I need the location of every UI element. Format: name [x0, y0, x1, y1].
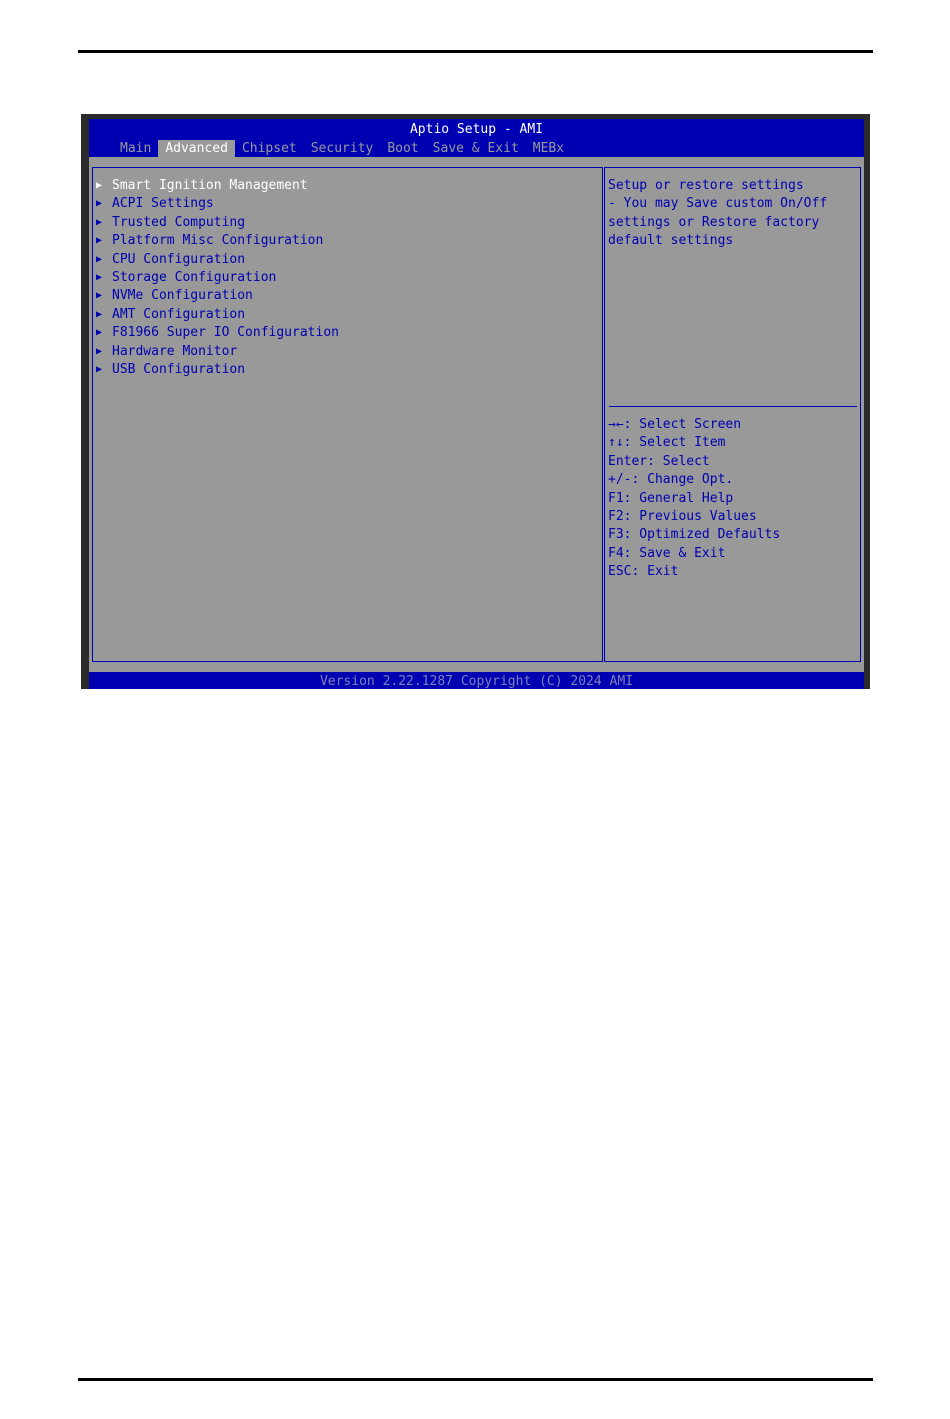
tab-mebx[interactable]: MEBx	[532, 141, 565, 156]
list-item-usb-configuration[interactable]	[96, 361, 339, 379]
list-item-acpi-settings[interactable]	[96, 195, 339, 213]
key-select-item: ↑↓: Select Item	[608, 435, 726, 451]
tab-main[interactable]: Main	[120, 141, 152, 156]
triangle-right-icon: ▶	[96, 271, 103, 283]
help-line: settings or Restore factory	[608, 214, 820, 230]
page-top-rule	[78, 50, 873, 53]
triangle-right-icon: ▶	[96, 327, 103, 339]
triangle-right-icon: ▶	[96, 198, 103, 210]
list-item-amt-configuration[interactable]	[96, 306, 339, 324]
triangle-right-icon: ▶	[96, 216, 103, 228]
triangle-right-icon: ▶	[96, 345, 103, 357]
bios-setup-screen	[89, 119, 864, 689]
list-item-label: Storage Configuration	[112, 269, 277, 285]
key-legend	[608, 416, 780, 582]
list-item-hardware-monitor[interactable]	[96, 343, 339, 361]
help-line: default settings	[608, 233, 734, 249]
list-item-label: ACPI Settings	[112, 196, 214, 212]
list-item-label: Hardware Monitor	[112, 343, 238, 359]
triangle-right-icon: ▶	[96, 253, 103, 265]
key-select-screen: →←: Select Screen	[608, 417, 742, 432]
help-divider	[609, 406, 857, 407]
key-enter: Enter: Select	[608, 453, 710, 469]
list-item-cpu-configuration[interactable]	[96, 251, 339, 269]
triangle-right-icon: ▶	[96, 363, 103, 375]
list-item-trusted-computing[interactable]	[96, 214, 339, 232]
list-item-label: F81966 Super IO Configuration	[112, 325, 339, 341]
triangle-right-icon: ▶	[96, 180, 103, 191]
triangle-right-icon: ▶	[96, 235, 103, 247]
list-item-label: Smart Ignition Management	[112, 178, 308, 193]
key-f3-defaults: F3: Optimized Defaults	[608, 527, 781, 543]
tab-advanced[interactable]: Advanced	[158, 140, 235, 157]
list-item-storage-configuration[interactable]	[96, 269, 339, 287]
menu-bar	[89, 140, 571, 157]
key-f4-save-exit: F4: Save & Exit	[608, 545, 726, 561]
list-item-label: Trusted Computing	[112, 214, 246, 230]
list-item-label: AMT Configuration	[112, 306, 246, 322]
bios-screenshot-frame	[81, 114, 870, 689]
list-item-label: USB Configuration	[112, 361, 246, 377]
list-item-label: CPU Configuration	[112, 251, 246, 267]
help-line: - You may Save custom On/Off	[608, 196, 828, 212]
bios-footer	[89, 672, 864, 689]
page-bottom-rule	[78, 1378, 873, 1381]
version-text: Version 2.22.1287 Copyright (C) 2024 AMI	[319, 674, 634, 689]
help-line: Setup or restore settings	[608, 178, 804, 193]
settings-list	[96, 177, 339, 379]
triangle-right-icon: ▶	[96, 308, 103, 320]
list-item-label: Platform Misc Configuration	[112, 233, 324, 249]
key-esc-exit: ESC: Exit	[608, 564, 679, 580]
list-item-super-io-configuration[interactable]	[96, 324, 339, 342]
list-item-platform-misc-configuration[interactable]	[96, 232, 339, 250]
tab-chipset[interactable]: Chipset	[241, 141, 297, 156]
key-f2-previous: F2: Previous Values	[608, 508, 757, 524]
help-panel	[604, 167, 861, 662]
bios-header	[89, 119, 864, 157]
key-change-opt: +/-: Change Opt.	[608, 472, 734, 488]
app-title: Aptio Setup - AMI	[409, 122, 544, 137]
list-item-nvme-configuration[interactable]	[96, 287, 339, 305]
help-text	[608, 177, 858, 251]
triangle-right-icon: ▶	[96, 290, 103, 302]
menu-spacer	[89, 140, 113, 157]
tab-boot[interactable]: Boot	[387, 141, 419, 156]
tab-security[interactable]: Security	[310, 141, 374, 156]
list-item-label: NVMe Configuration	[112, 288, 253, 304]
settings-panel	[92, 167, 603, 662]
tab-save-exit[interactable]: Save & Exit	[432, 141, 519, 156]
list-item-smart-ignition-management[interactable]	[96, 177, 339, 195]
key-f1-help: F1: General Help	[608, 490, 734, 506]
